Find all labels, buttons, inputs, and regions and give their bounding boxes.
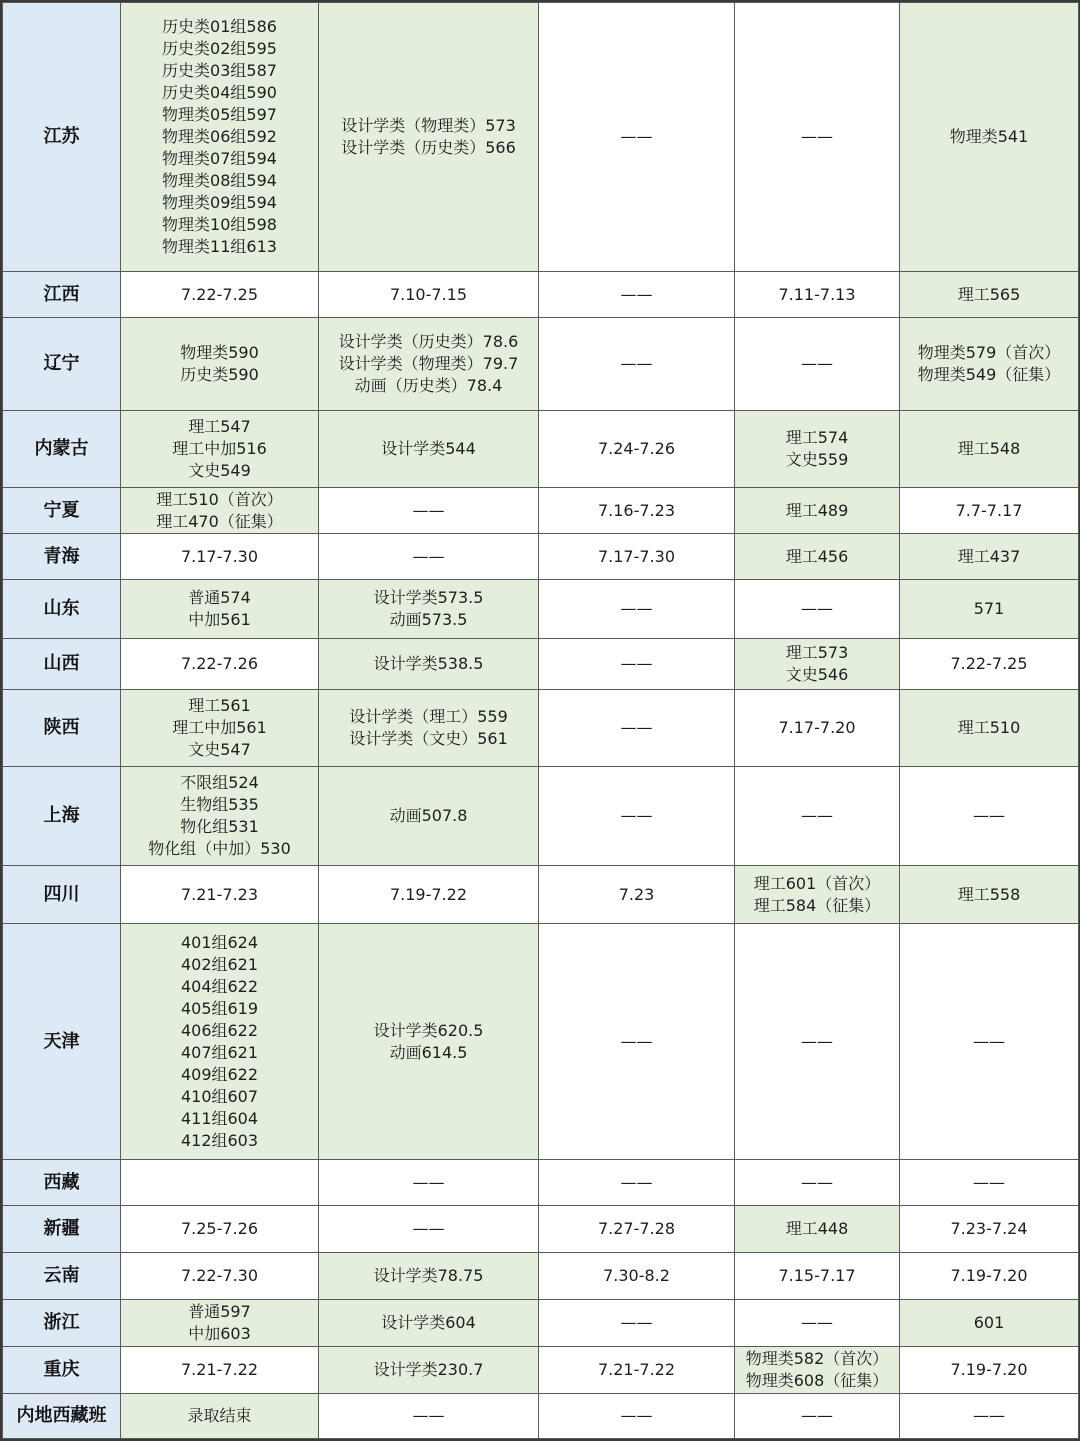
cell-line: 文史559 (785, 450, 849, 469)
table-row (3, 318, 1079, 411)
cell-line: 理工中加516 (172, 439, 267, 458)
col4-cell (735, 534, 900, 580)
cell-line: 7.21-7.22 (597, 1360, 676, 1379)
design-scores-cell (319, 411, 539, 488)
cell-line: 理工437 (957, 546, 1021, 566)
cell-line: 设计学类538.5 (373, 654, 484, 673)
cell-line: 7.22-7.25 (950, 654, 1028, 673)
design-scores-cell (319, 924, 539, 1160)
cell-line: —— (620, 354, 653, 373)
group-scores-cell (121, 1253, 319, 1300)
cell-line: 物理类09组594 (162, 193, 277, 212)
col5-cell (900, 318, 1079, 411)
design-scores-cell (319, 1206, 539, 1253)
cell-line: 404组622 (180, 976, 259, 996)
col3-cell (539, 1253, 735, 1300)
cell-line: 7.17-7.30 (597, 546, 676, 566)
group-scores-cell (121, 767, 319, 866)
group-scores-cell (121, 1160, 319, 1206)
col4-cell (735, 1160, 900, 1206)
group-scores-cell (121, 1300, 319, 1347)
cell-line: 历史类590 (180, 365, 259, 384)
group-scores-cell (121, 1347, 319, 1394)
cell-line: —— (620, 654, 653, 673)
design-scores-cell (319, 272, 539, 318)
cell-line: 设计学类（历史类）566 (341, 138, 516, 157)
col3-cell (539, 767, 735, 866)
col3-cell (539, 534, 735, 580)
col5-cell (900, 1347, 1079, 1394)
cell-line: 7.27-7.28 (597, 1219, 676, 1238)
cell-line: 历史类04组590 (162, 83, 277, 102)
design-scores-cell (319, 534, 539, 580)
col5-cell (900, 866, 1079, 924)
cell-line: 405组619 (180, 998, 259, 1018)
col3-cell (539, 1394, 735, 1439)
cell-line: —— (801, 127, 833, 146)
group-scores-cell (121, 272, 319, 318)
province-cell: 江苏 (3, 3, 121, 272)
province-cell: 青海 (3, 534, 121, 580)
cell-line: 不限组524 (180, 773, 259, 792)
col3-cell (539, 272, 735, 318)
cell-line: 7.19-7.22 (389, 884, 468, 904)
cell-line: 设计学类（文史）561 (349, 729, 508, 748)
table-row (3, 272, 1079, 318)
col4-cell (735, 1300, 900, 1347)
table-row (3, 411, 1079, 488)
col4-cell (735, 411, 900, 488)
cell-line: 7.23-7.24 (950, 1219, 1028, 1238)
cell-line: 409组622 (180, 1064, 259, 1084)
group-scores-cell (121, 1206, 319, 1253)
col4-cell (735, 488, 900, 534)
cell-line: 7.7-7.17 (955, 500, 1023, 520)
table-row (3, 534, 1079, 580)
cell-line: 中加603 (188, 1324, 251, 1343)
group-scores-cell (121, 3, 319, 272)
col5-cell (900, 534, 1079, 580)
design-scores-cell (319, 318, 539, 411)
cell-line: —— (620, 127, 653, 146)
col5-cell (900, 924, 1079, 1160)
cell-line: 中加561 (188, 610, 251, 629)
cell-line: —— (412, 1406, 445, 1425)
cell-line: —— (620, 1172, 653, 1192)
group-scores-cell (121, 924, 319, 1160)
cell-line: —— (620, 1406, 653, 1425)
cell-line: 理工558 (957, 884, 1021, 904)
cell-line: —— (412, 546, 445, 566)
cell-line: 412组603 (180, 1130, 259, 1150)
col3-cell (539, 488, 735, 534)
cell-line: —— (620, 806, 653, 825)
col4-cell (735, 1394, 900, 1439)
cell-line: 物化组（中加）530 (148, 839, 291, 858)
col5-cell (900, 3, 1079, 272)
cell-line: —— (620, 1031, 653, 1051)
cell-line: 动画（历史类）78.4 (354, 376, 503, 395)
cell-line: 理工573 (785, 643, 849, 662)
table-row (3, 639, 1079, 690)
cell-line: 7.22-7.30 (180, 1266, 259, 1285)
province-cell: 陕西 (3, 690, 121, 767)
group-scores-cell (121, 866, 319, 924)
cell-line: 物理类05组597 (162, 105, 277, 124)
cell-line: 7.19-7.20 (950, 1266, 1028, 1285)
cell-line: —— (801, 354, 833, 373)
table-row (3, 1300, 1079, 1347)
col3-cell (539, 924, 735, 1160)
col4-cell (735, 639, 900, 690)
cell-line: 7.24-7.26 (597, 439, 676, 458)
province-cell: 江西 (3, 272, 121, 318)
cell-line: 设计学类（物理类）79.7 (338, 354, 519, 373)
table-row (3, 1347, 1079, 1394)
col3-cell (539, 690, 735, 767)
cell-line: 设计学类（历史类）78.6 (338, 332, 519, 351)
cell-line: 设计学类（理工）559 (349, 707, 508, 726)
province-cell: 山东 (3, 580, 121, 639)
design-scores-cell (319, 639, 539, 690)
cell-line: 理工510（首次） (156, 489, 283, 509)
cell-line: 物理类579（首次） (917, 343, 1061, 362)
cell-line: 设计学类78.75 (373, 1266, 484, 1285)
cell-line: —— (801, 1313, 833, 1332)
cell-line: 历史类02组595 (162, 39, 277, 58)
cell-line: 407组621 (180, 1042, 259, 1062)
table-body (3, 3, 1079, 1439)
cell-line: 601 (973, 1313, 1005, 1332)
col3-cell (539, 639, 735, 690)
cell-line: 设计学类604 (381, 1313, 476, 1332)
design-scores-cell (319, 866, 539, 924)
cell-line: 文史549 (188, 461, 251, 480)
province-cell: 上海 (3, 767, 121, 866)
cell-line: 7.22-7.26 (180, 654, 259, 673)
group-scores-cell (121, 411, 319, 488)
col4-cell (735, 580, 900, 639)
province-cell: 宁夏 (3, 488, 121, 534)
cell-line: 动画507.8 (389, 806, 468, 825)
cell-line: 物理类608（征集） (745, 1371, 889, 1390)
col5-cell (900, 1253, 1079, 1300)
col4-cell (735, 866, 900, 924)
cell-line: 7.21-7.22 (180, 1360, 259, 1379)
cell-line: 理工574 (785, 428, 849, 447)
cell-line: 理工561 (188, 696, 251, 715)
design-scores-cell (319, 1160, 539, 1206)
table-row (3, 767, 1079, 866)
col5-cell (900, 767, 1079, 866)
table-row (3, 1206, 1079, 1253)
cell-line: 7.25-7.26 (180, 1219, 259, 1238)
col3-cell (539, 411, 735, 488)
cell-line: 401组624 (180, 932, 259, 952)
cell-line: 571 (973, 599, 1005, 618)
group-scores-cell (121, 690, 319, 767)
col3-cell (539, 580, 735, 639)
admission-score-table (2, 2, 1079, 1439)
cell-line: 设计学类620.5 (373, 1020, 484, 1040)
cell-line: 历史类01组586 (162, 17, 277, 36)
cell-line: 7.30-8.2 (603, 1266, 670, 1285)
cell-line: 7.22-7.25 (180, 284, 259, 304)
cell-line: 物理类590 (180, 343, 259, 362)
design-scores-cell (319, 580, 539, 639)
cell-line: 理工456 (785, 546, 849, 566)
col4-cell (735, 272, 900, 318)
design-scores-cell (319, 690, 539, 767)
group-scores-cell (121, 534, 319, 580)
cell-line: 普通597 (188, 1302, 251, 1321)
col3-cell (539, 1347, 735, 1394)
cell-line: 理工601（首次） (753, 873, 881, 893)
province-cell: 云南 (3, 1253, 121, 1300)
design-scores-cell (319, 1300, 539, 1347)
cell-line: 理工489 (785, 500, 849, 520)
cell-line: 理工565 (957, 284, 1021, 304)
col5-cell (900, 580, 1079, 639)
cell-line: —— (973, 1031, 1005, 1051)
cell-line: 物理类08组594 (162, 171, 277, 190)
table-row (3, 924, 1079, 1160)
col4-cell (735, 1253, 900, 1300)
group-scores-cell (121, 318, 319, 411)
col5-cell (900, 488, 1079, 534)
cell-line: 7.15-7.17 (778, 1266, 856, 1285)
col4-cell (735, 1206, 900, 1253)
cell-line: —— (973, 806, 1005, 825)
cell-line: 物理类549（征集） (917, 365, 1061, 384)
design-scores-cell (319, 1347, 539, 1394)
cell-line: 理工448 (785, 1219, 849, 1238)
col5-cell (900, 1394, 1079, 1439)
table-row (3, 1394, 1079, 1439)
cell-line: 理工510 (957, 718, 1021, 737)
cell-line: 7.17-7.20 (778, 718, 856, 737)
cell-line: 设计学类544 (381, 439, 476, 458)
cell-line: 理工584（征集） (753, 895, 881, 915)
cell-line: 设计学类573.5 (373, 588, 484, 607)
table-row (3, 1160, 1079, 1206)
cell-line: 历史类03组587 (162, 61, 277, 80)
cell-line: 402组621 (180, 954, 259, 974)
table-row (3, 580, 1079, 639)
cell-line: 411组604 (180, 1108, 259, 1128)
cell-line: 普通574 (188, 588, 251, 607)
group-scores-cell (121, 580, 319, 639)
cell-line: 物理类07组594 (162, 149, 277, 168)
design-scores-cell (319, 3, 539, 272)
province-cell: 山西 (3, 639, 121, 690)
col3-cell (539, 866, 735, 924)
cell-line: —— (973, 1172, 1005, 1192)
cell-line: 理工547 (188, 417, 251, 436)
cell-line: 7.23 (618, 884, 655, 904)
cell-line: 7.21-7.23 (180, 884, 259, 904)
cell-line: —— (801, 1031, 833, 1051)
col4-cell (735, 1347, 900, 1394)
design-scores-cell (319, 767, 539, 866)
col5-cell (900, 411, 1079, 488)
cell-line: —— (801, 1172, 833, 1192)
cell-line: 设计学类（物理类）573 (341, 116, 516, 135)
province-cell: 内蒙古 (3, 411, 121, 488)
cell-line: —— (801, 806, 833, 825)
col3-cell (539, 1160, 735, 1206)
province-cell: 新疆 (3, 1206, 121, 1253)
col5-cell (900, 1160, 1079, 1206)
cell-line: 7.11-7.13 (778, 284, 856, 304)
cell-line: —— (620, 718, 653, 737)
cell-line: —— (801, 1406, 833, 1425)
group-scores-cell (121, 488, 319, 534)
cell-line: 动画573.5 (389, 610, 468, 629)
cell-line: 文史547 (188, 740, 251, 759)
col5-cell (900, 690, 1079, 767)
col5-cell (900, 1300, 1079, 1347)
col3-cell (539, 1206, 735, 1253)
design-scores-cell (319, 488, 539, 534)
design-scores-cell (319, 1394, 539, 1439)
cell-line: 物理类582（首次） (745, 1349, 889, 1368)
col5-cell (900, 272, 1079, 318)
cell-line: 410组607 (180, 1086, 259, 1106)
cell-line: —— (412, 1219, 445, 1238)
cell-line: 录取结束 (187, 1406, 252, 1425)
province-cell: 辽宁 (3, 318, 121, 411)
col4-cell (735, 318, 900, 411)
province-cell: 天津 (3, 924, 121, 1160)
col4-cell (735, 767, 900, 866)
province-cell: 西藏 (3, 1160, 121, 1206)
col5-cell (900, 639, 1079, 690)
col3-cell (539, 318, 735, 411)
group-scores-cell (121, 1394, 319, 1439)
table-row (3, 488, 1079, 534)
col5-cell (900, 1206, 1079, 1253)
cell-line: 7.17-7.30 (180, 546, 259, 566)
col4-cell (735, 924, 900, 1160)
cell-line: 设计学类230.7 (373, 1360, 484, 1379)
cell-line: 生物组535 (180, 795, 259, 814)
cell-line: —— (412, 1172, 445, 1192)
cell-line: 理工470（征集） (156, 511, 283, 531)
cell-line: 物理类06组592 (162, 127, 277, 146)
cell-line: 物化组531 (180, 817, 259, 836)
table-row (3, 866, 1079, 924)
col4-cell (735, 3, 900, 272)
col3-cell (539, 3, 735, 272)
table-row (3, 690, 1079, 767)
design-scores-cell (319, 1253, 539, 1300)
col3-cell (539, 1300, 735, 1347)
cell-line: 7.10-7.15 (389, 284, 468, 304)
province-cell: 浙江 (3, 1300, 121, 1347)
table-row (3, 1253, 1079, 1300)
province-cell: 四川 (3, 866, 121, 924)
cell-line: —— (801, 599, 833, 618)
cell-line: 动画614.5 (389, 1042, 468, 1062)
cell-line: 7.19-7.20 (950, 1360, 1028, 1379)
cell-line: 理工中加561 (172, 718, 267, 737)
cell-line: —— (973, 1406, 1005, 1425)
province-cell: 内地西藏班 (3, 1394, 121, 1439)
col4-cell (735, 690, 900, 767)
cell-line: 物理类10组598 (162, 215, 277, 234)
cell-line: 文史546 (785, 665, 849, 684)
cell-line: 物理类541 (949, 127, 1029, 146)
table-row (3, 3, 1079, 272)
cell-line: —— (620, 599, 653, 618)
cell-line: 406组622 (180, 1020, 259, 1040)
group-scores-cell (121, 639, 319, 690)
cell-line: —— (620, 284, 653, 304)
province-cell: 重庆 (3, 1347, 121, 1394)
cell-line: 7.16-7.23 (597, 500, 676, 520)
cell-line: —— (620, 1313, 653, 1332)
cell-line: 理工548 (957, 439, 1021, 458)
cell-line: 物理类11组613 (162, 237, 277, 256)
cell-line: —— (412, 500, 445, 520)
